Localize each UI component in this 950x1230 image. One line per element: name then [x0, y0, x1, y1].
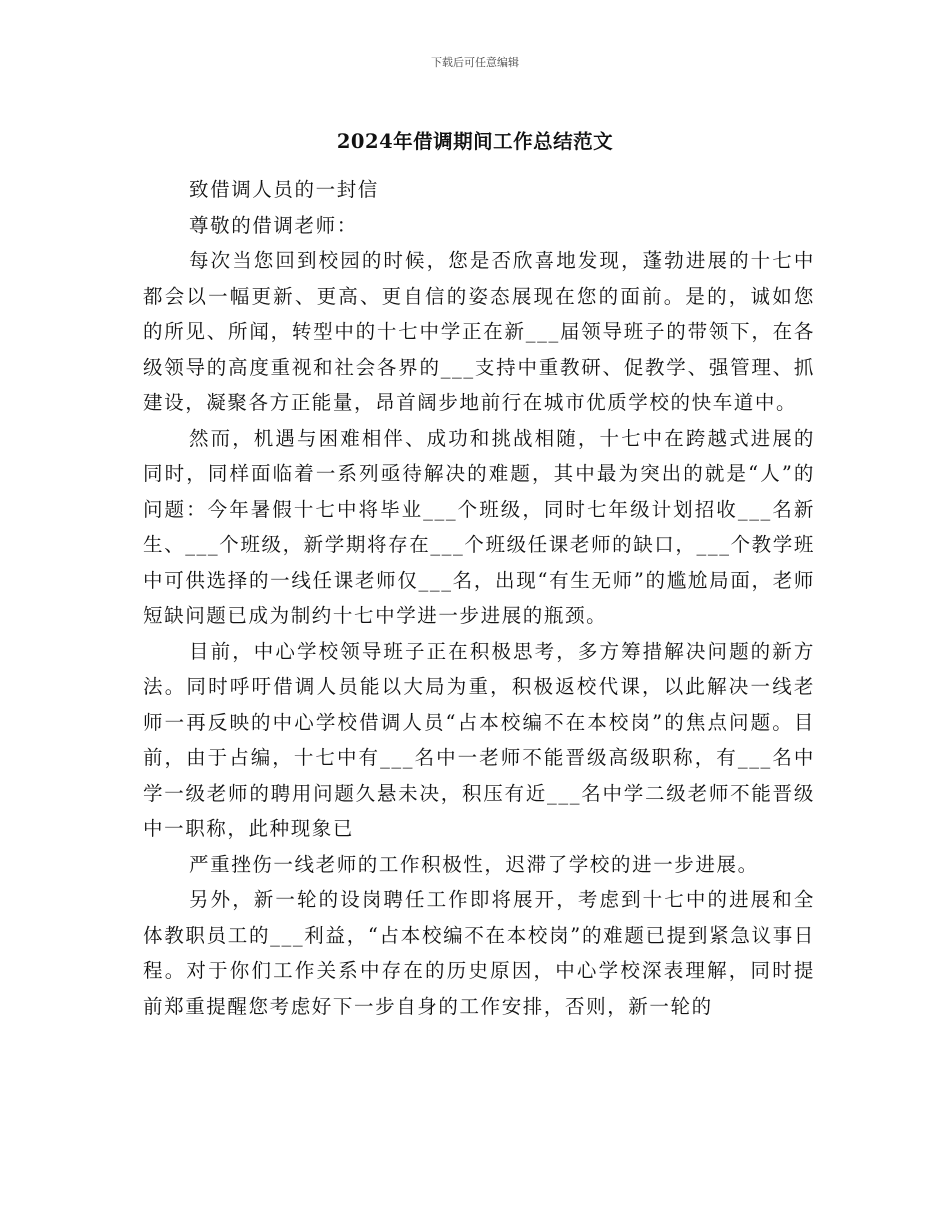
body-paragraph: 然而，机遇与困难相伴、成功和挑战相随，十七中在跨越式进展的同时，同样面临着一系列亟待解决的难题，其中最为突出的就是“人”的问题：今年暑假十七中将毕业___个班级，同时七年级计划招收___名新生、___个班级，新学期将存在___个班级任课老师的缺口，___个教学班中可供选择的一线任课老师仅___名，出现“有生无师”的尴尬局面，老师短缺问题已成为制约十七中学进一步进展的瓶颈。 — [143, 426, 815, 627]
header-note: 下载后可任意编辑 — [431, 56, 519, 69]
document-body — [143, 172, 815, 1024]
body-paragraph: 严重挫伤一线老师的工作积极性，迟滞了学校的进一步进展。 — [189, 852, 759, 876]
document-title: 2024年借调期间工作总结范文 — [336, 130, 614, 153]
letter-heading: 致借调人员的一封信 — [189, 178, 379, 201]
body-paragraph: 另外，新一轮的设岗聘任工作即将展开，考虑到十七中的进展和全体教职员工的___利益，“占本校编不在本校岗”的难题已提到紧急议事日程。对于你们工作关系中存在的历史原因，中心学校深表理解，同时提前郑重提醒您考虑好下一步自身的工作安排，否则，新一轮的 — [143, 888, 815, 1018]
salutation: 尊敬的借调老师： — [189, 213, 358, 237]
body-paragraph: 每次当您回到校园的时候，您是否欣喜地发现，蓬勃进展的十七中都会以一幅更新、更高、更自信的姿态展现在您的面前。是的，诚如您的所见、所闻，转型中的十七中学正在新___届领导班子的带领下，在各级领导的高度重视和社会各界的___支持中重教研、促教学、强管理、抓建设，凝聚各方正能量，昂首阔步地前行在城市优质学校的快车道中。 — [143, 249, 815, 414]
body-paragraph: 目前，中心学校领导班子正在积极思考，多方筹措解决问题的新方法。同时呼吁借调人员能以大局为重，积极返校代课，以此解决一线老师一再反映的中心学校借调人员“占本校编不在本校岗”的焦点问题。目前，由于占编，十七中有___名中一老师不能晋级高级职称，有___名中学一级老师的聘用问题久悬未决，积压有近___名中学二级老师不能晋级中一职称，此种现象已 — [143, 639, 815, 840]
